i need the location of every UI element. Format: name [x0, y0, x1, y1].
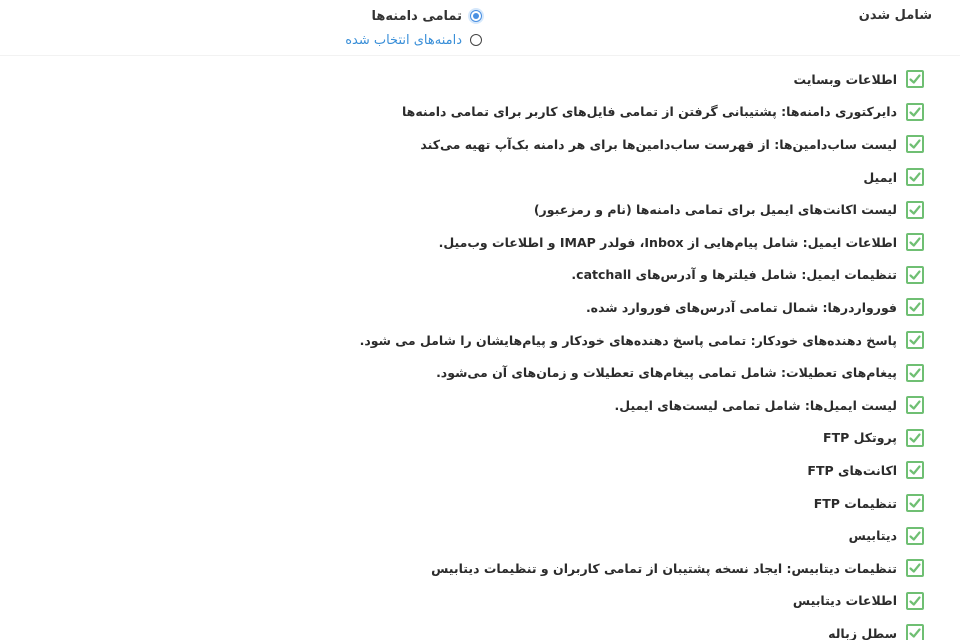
radio-selected-domains[interactable]: [345, 30, 482, 50]
backup-option-checkbox[interactable]: [906, 233, 924, 251]
checkmark-icon: [908, 105, 922, 119]
backup-option-checkbox[interactable]: [906, 461, 924, 479]
radio-all-domains-button[interactable]: [470, 10, 482, 22]
backup-option-row[interactable]: [20, 63, 924, 96]
backup-option-row[interactable]: [20, 226, 924, 259]
checkmark-icon: [908, 398, 922, 412]
backup-option-label[interactable]: دایرکتوری دامنه‌ها: پشتیبانی گرفتن از تمامی فایل‌های کاربر برای تمامی دامنه‌ها: [401, 104, 897, 120]
backup-option-row[interactable]: [20, 96, 924, 129]
backup-option-checkbox[interactable]: [906, 201, 924, 219]
include-section-label: شامل شدن: [858, 8, 932, 23]
backup-option-checkbox[interactable]: [906, 396, 924, 414]
radio-all-domains[interactable]: [372, 6, 482, 26]
backup-option-label[interactable]: پاسخ دهنده‌های خودکار: تمامی پاسخ دهنده‌های خودکار و پیام‌هایشان را شامل می شود.: [359, 332, 897, 348]
backup-options-list: [20, 63, 924, 640]
backup-option-checkbox[interactable]: [906, 298, 924, 316]
backup-option-label[interactable]: تنظیمات ایمیل: شامل فیلترها و آدرس‌های catchall.: [571, 267, 897, 283]
checkmark-icon: [908, 626, 922, 640]
backup-option-row[interactable]: [20, 617, 924, 640]
backup-option-row[interactable]: [20, 585, 924, 618]
backup-option-label[interactable]: دیتابیس: [848, 528, 897, 544]
checkmark-icon: [908, 529, 922, 543]
backup-option-label[interactable]: پیغام‌های تعطیلات: شامل تمامی پیغام‌های تعطیلات و زمان‌های آن می‌شود.: [436, 365, 897, 381]
backup-option-row[interactable]: [20, 291, 924, 324]
checkmark-icon: [908, 431, 922, 445]
backup-option-label[interactable]: لیست ساب‌دامین‌ها: از فهرست ساب‌دامین‌ها برای هر دامنه بک‌آپ تهیه می‌کند: [420, 136, 897, 152]
checkmark-icon: [908, 203, 922, 217]
checkmark-icon: [908, 463, 922, 477]
checkmark-icon: [908, 235, 922, 249]
checkmark-icon: [908, 366, 922, 380]
checkmark-icon: [908, 268, 922, 282]
backup-option-checkbox[interactable]: [906, 559, 924, 577]
checkmark-icon: [908, 72, 922, 86]
backup-option-label[interactable]: تنظیمات FTP: [813, 495, 897, 511]
backup-option-checkbox[interactable]: [906, 70, 924, 88]
radio-selected-domains-label[interactable]: دامنه‌های انتخاب شده: [345, 32, 462, 48]
backup-option-checkbox[interactable]: [906, 429, 924, 447]
domain-scope-radio-group: [345, 6, 482, 50]
backup-option-label[interactable]: اطلاعات وبسایت: [793, 71, 897, 87]
checkmark-icon: [908, 300, 922, 314]
backup-option-row[interactable]: [20, 324, 924, 357]
backup-option-row[interactable]: [20, 454, 924, 487]
divider: [0, 55, 960, 56]
backup-option-checkbox[interactable]: [906, 135, 924, 153]
backup-option-label[interactable]: اکانت‌های FTP: [807, 462, 897, 478]
backup-option-label[interactable]: ایمیل: [863, 169, 897, 185]
backup-option-row[interactable]: [20, 552, 924, 585]
backup-option-row[interactable]: [20, 389, 924, 422]
backup-option-label[interactable]: اطلاعات ایمیل: شامل پیام‌هایی از Inbox، فولدر IMAP و اطلاعات وب‌میل.: [438, 234, 897, 250]
backup-option-row[interactable]: [20, 356, 924, 389]
radio-all-domains-label[interactable]: تمامی دامنه‌ها: [371, 8, 462, 24]
backup-option-checkbox[interactable]: [906, 527, 924, 545]
checkmark-icon: [908, 137, 922, 151]
backup-option-row[interactable]: [20, 259, 924, 292]
backup-option-row[interactable]: [20, 128, 924, 161]
backup-option-row[interactable]: [20, 422, 924, 455]
checkmark-icon: [908, 561, 922, 575]
backup-option-label[interactable]: پروتکل FTP: [823, 430, 897, 446]
backup-option-label[interactable]: اطلاعات دیتابیس: [792, 593, 897, 609]
backup-option-row[interactable]: [20, 487, 924, 520]
backup-option-label[interactable]: فورواردرها: شمال تمامی آدرس‌های فوروارد شده.: [585, 299, 897, 315]
backup-option-label[interactable]: تنظیمات دیتابیس: ایجاد نسخه پشتیبان از تمامی کاربران و تنظیمات دیتابیس: [431, 560, 897, 576]
radio-selected-domains-button[interactable]: [470, 34, 482, 46]
backup-option-checkbox[interactable]: [906, 331, 924, 349]
backup-option-label[interactable]: لیست ایمیل‌ها: شامل تمامی لیست‌های ایمیل.: [614, 397, 897, 413]
backup-option-checkbox[interactable]: [906, 266, 924, 284]
backup-option-label[interactable]: سطل زباله: [828, 625, 897, 640]
backup-option-checkbox[interactable]: [906, 103, 924, 121]
backup-option-checkbox[interactable]: [906, 592, 924, 610]
checkmark-icon: [908, 333, 922, 347]
backup-option-checkbox[interactable]: [906, 168, 924, 186]
backup-option-row[interactable]: [20, 193, 924, 226]
backup-option-row[interactable]: [20, 519, 924, 552]
backup-option-checkbox[interactable]: [906, 494, 924, 512]
backup-option-checkbox[interactable]: [906, 364, 924, 382]
backup-option-checkbox[interactable]: [906, 624, 924, 640]
backup-option-row[interactable]: [20, 161, 924, 194]
checkmark-icon: [908, 594, 922, 608]
checkmark-icon: [908, 170, 922, 184]
checkmark-icon: [908, 496, 922, 510]
backup-option-label[interactable]: لیست اکانت‌های ایمیل برای تمامی دامنه‌ها (نام و رمزعبور): [533, 202, 897, 218]
